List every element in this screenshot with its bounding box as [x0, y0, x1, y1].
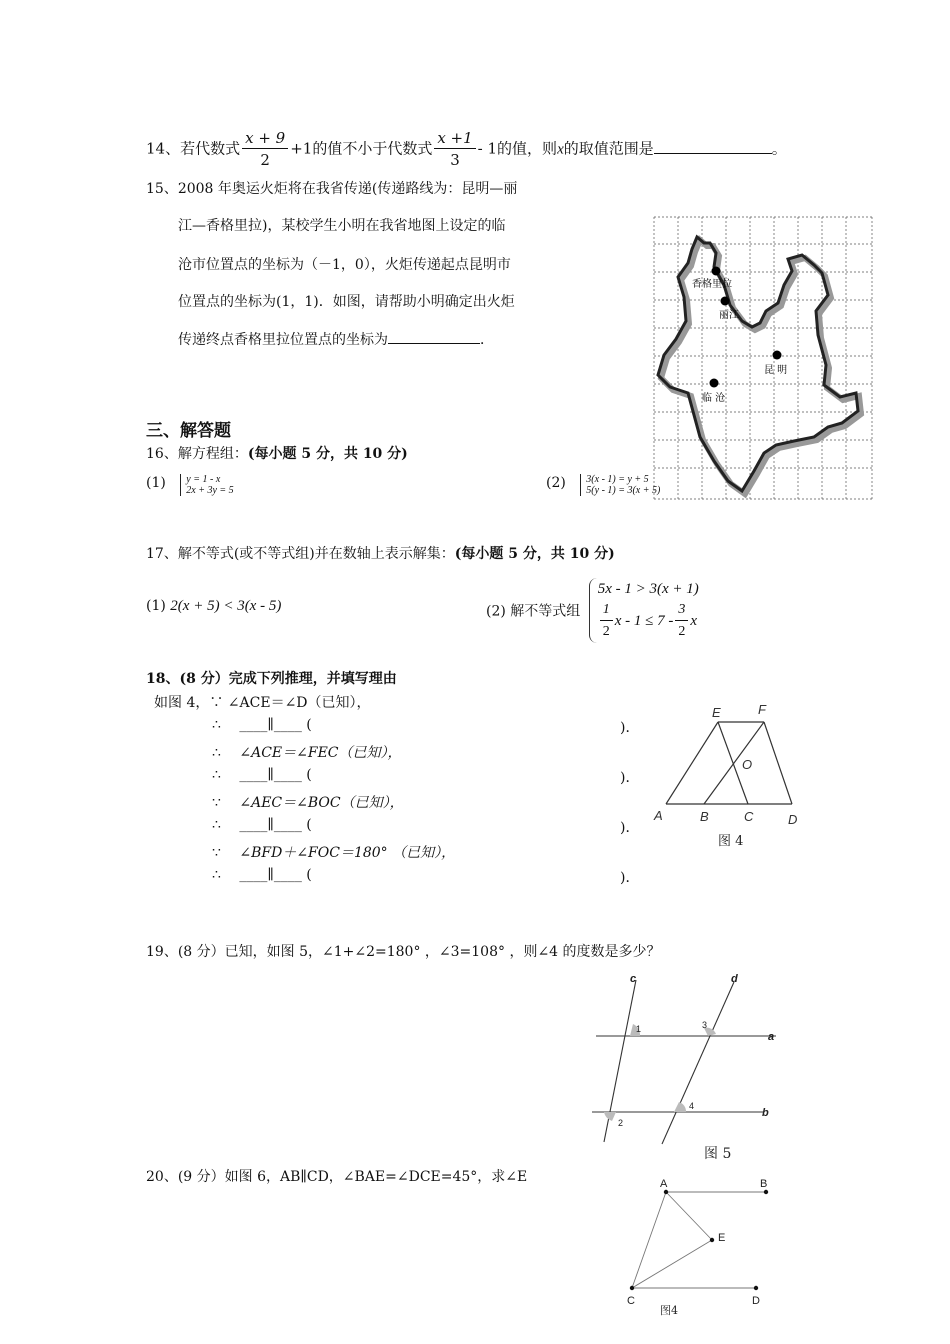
q16-p2-eq1: 3(x - 1) = y + 5 — [586, 474, 649, 485]
q17-p2-label: (2) 解不等式组 — [486, 603, 581, 620]
q20-text: 20、(9 分）如图 6，AB∥CD，∠BAE=∠DCE=45°，求∠E — [146, 1169, 528, 1185]
q16-p2-system — [580, 474, 660, 496]
q17-frac2-den: 2 — [678, 624, 686, 639]
line-AC — [632, 1192, 666, 1288]
lijiang-point — [721, 297, 730, 306]
q16-p1-eq2: 2x + 3y = 5 — [186, 485, 234, 496]
q14 — [146, 128, 787, 171]
q18-row-4-sym: ∵ — [212, 795, 221, 811]
q17-prefix: 17、解不等式(或不等式组)并在数轴上表示解集： — [146, 546, 455, 562]
q17-p2-line1: 5x - 1 > 3(x + 1) — [597, 581, 699, 597]
point-E — [710, 1238, 714, 1242]
q17-p2-line2 — [598, 600, 699, 643]
q14-suffix: 的取值范围是 — [563, 139, 654, 158]
xianggelila-point — [712, 267, 721, 276]
q18-row-4-text: ∠AEC＝∠BOC（已知）， — [239, 795, 404, 811]
q18-row-3-end: )． — [620, 770, 640, 786]
angle-4-arc — [674, 1102, 686, 1112]
lincang-label: 临 沧 — [702, 393, 726, 404]
q14-fraction-2 — [434, 128, 475, 171]
label-B: B — [700, 809, 709, 824]
q14-frac1-num: x + 9 — [242, 128, 288, 149]
figure-6-ab-cd — [620, 1178, 780, 1318]
line-d — [662, 982, 734, 1144]
q18-row-1-end: )． — [620, 720, 640, 736]
q16-p1-eq1: y = 1 - x — [186, 474, 221, 485]
q16-prefix: 16、解方程组： — [146, 446, 248, 462]
line-CE — [632, 1240, 712, 1288]
q18-row-2-text: ∠ACE＝∠FEC（已知）， — [239, 745, 402, 761]
q18-row-3-text[interactable]: ____∥____ ( — [239, 767, 312, 783]
q17-header — [146, 543, 615, 563]
q14-fraction-1 — [242, 128, 288, 171]
q18-row-7-end: )． — [620, 870, 640, 886]
label-F: F — [758, 702, 766, 717]
q18-row-7-text[interactable]: ____∥____ ( — [239, 867, 312, 883]
q14-prefix: 14、若代数式 — [146, 139, 241, 158]
q16-p2-eq2: 5(y - 1) = 3(x + 5) — [586, 485, 661, 496]
point-B — [764, 1190, 768, 1194]
lijiang-label: 丽江 — [719, 310, 739, 321]
q17-p2-frac1 — [600, 600, 613, 643]
q18-row-5 — [212, 817, 652, 836]
q15-line-1: 15、2008 年奥运火炬将在我省传递(传递路线为：昆明—丽 — [146, 181, 518, 197]
q16-points: (每小题 5 分，共 10 分) — [247, 446, 408, 462]
q16-p2-label: (2) — [546, 475, 566, 491]
label-d: d — [731, 973, 738, 985]
label-A: A — [654, 808, 663, 823]
q18-row-1-sym: ∴ — [212, 717, 221, 733]
q17-frac1-num: 1 — [600, 600, 613, 621]
label-D: D — [752, 1295, 760, 1307]
q18-row-5-text[interactable]: ____∥____ ( — [239, 817, 312, 833]
q18-row-7 — [212, 867, 652, 886]
line-AE — [666, 1192, 712, 1240]
q14-end: 。 — [771, 139, 787, 158]
label-B: B — [760, 1178, 768, 1190]
q18-row-1-text[interactable]: ____∥____ ( — [239, 717, 312, 733]
q17-p1-label: (1) — [146, 598, 166, 614]
label-E: E — [718, 1232, 726, 1244]
q17-frac1-den: 2 — [602, 624, 610, 639]
label-A: A — [660, 1178, 668, 1190]
line-BF — [704, 722, 764, 804]
q16-p1-system — [180, 474, 233, 496]
q17-p2-frac2 — [675, 600, 688, 643]
q18-row-3-sym: ∴ — [212, 767, 221, 783]
point-C — [630, 1286, 634, 1290]
q18-row-2-sym: ∴ — [212, 745, 221, 761]
figure-4-caption: 图 4 — [718, 834, 744, 849]
figure-6-caption: 图4 — [660, 1304, 678, 1317]
q17-p2-system — [589, 578, 699, 643]
q18-row-6-text: ∠BFD＋∠FOC＝180° （已知）， — [239, 845, 456, 861]
xianggelila-label: 香格里拉 — [692, 279, 732, 290]
q18-row-1 — [212, 717, 652, 736]
q14-mid1: +1的值不小于代数式 — [290, 139, 433, 158]
figure-4-trapezoid — [648, 700, 810, 855]
q18-row-4 — [212, 792, 404, 812]
q14-frac1-den: 2 — [260, 151, 270, 169]
q14-answer-blank[interactable] — [654, 153, 772, 154]
q14-frac2-num: x +1 — [434, 128, 475, 149]
q17-p2-end: x — [690, 612, 698, 629]
q15-line-4: 位置点的坐标为(1，1)．如图，请帮助小明确定出火炬 — [178, 294, 515, 310]
q18-row-3 — [212, 767, 652, 786]
q16-p1-label: (1) — [146, 475, 166, 491]
q19-text: 19、(8 分）已知，如图 5，∠1+∠2=180° ，∠3=108° ，则∠4 的度数是多少？ — [146, 944, 661, 960]
q18-intro: 如图 4，∵ ∠ACE＝∠D（已知）， — [154, 695, 371, 711]
q14-var: x — [557, 141, 564, 158]
q14-frac2-den: 3 — [450, 151, 460, 169]
q17-p1-expr: 2(x + 5) < 3(x - 5) — [170, 598, 282, 614]
point-A — [664, 1190, 668, 1194]
label-C: C — [627, 1295, 635, 1307]
q15-answer-blank[interactable] — [388, 343, 480, 344]
q15-line-5 — [178, 329, 494, 349]
label-angle-4: 4 — [689, 1101, 695, 1111]
kunming-label: 昆 明 — [764, 365, 788, 376]
q17-points: (每小题 5 分，共 10 分) — [454, 546, 615, 562]
kunming-point — [773, 351, 782, 360]
line-FD — [764, 722, 792, 804]
q15-line-3: 沧市位置点的坐标为（－1，0），火炬传递起点昆明市 — [178, 257, 511, 273]
label-E: E — [712, 705, 721, 720]
q18-row-6 — [212, 842, 455, 862]
q18-row-2 — [212, 742, 402, 762]
angle-2-arc — [604, 1112, 616, 1121]
point-D — [754, 1286, 758, 1290]
q14-mid2: - 1的值，则 — [477, 139, 558, 158]
q17-part-2 — [486, 578, 699, 643]
label-angle-3: 3 — [702, 1020, 708, 1030]
yunnan-map-figure — [652, 215, 874, 503]
q15-line-5-text: 传递终点香格里拉位置点的坐标为 — [178, 332, 388, 348]
q17-p2-mid: x - 1 ≤ 7 - — [614, 612, 674, 629]
section-3-title: 三、解答题 — [146, 421, 231, 441]
q18-row-5-sym: ∴ — [212, 817, 221, 833]
label-O: O — [742, 757, 753, 772]
q18-title: 18、(8 分）完成下列推理，并填写理由 — [146, 671, 397, 687]
q15-end: ． — [480, 332, 494, 348]
q16-part-1 — [146, 470, 234, 496]
q16-part-2 — [546, 470, 660, 496]
label-angle-2: 2 — [618, 1118, 624, 1128]
lincang-point — [710, 379, 719, 388]
label-angle-1: 1 — [636, 1024, 642, 1034]
q17-frac2-num: 3 — [675, 600, 688, 621]
label-a: a — [768, 1031, 775, 1043]
figure-5-caption: 图 5 — [704, 1146, 732, 1162]
label-c: c — [630, 973, 637, 985]
q18-row-7-sym: ∴ — [212, 867, 221, 883]
label-D: D — [788, 812, 798, 827]
label-b: b — [762, 1107, 769, 1119]
q17-part-1 — [146, 598, 281, 615]
q15-line-2: 江—香格里拉)，某校学生小明在我省地图上设定的临 — [178, 218, 506, 234]
q18-row-5-end: )． — [620, 820, 640, 836]
line-AE — [666, 722, 718, 804]
label-C: C — [744, 809, 754, 824]
figure-5-parallel-lines — [588, 968, 784, 1164]
q16-header — [146, 443, 408, 463]
q18-row-6-sym: ∵ — [212, 845, 221, 861]
